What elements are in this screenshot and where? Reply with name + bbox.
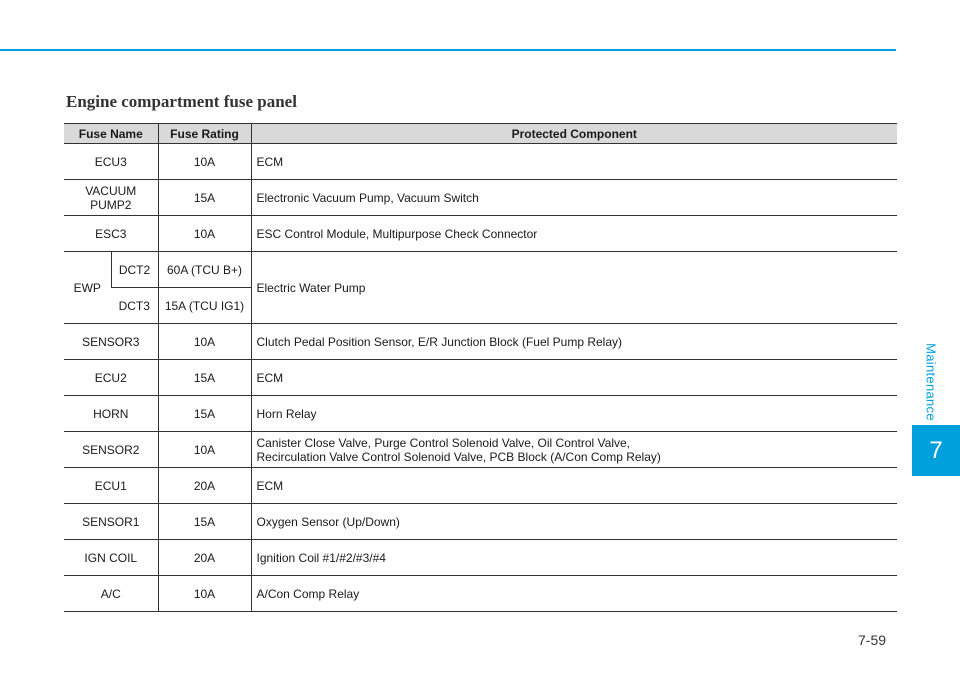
table-row	[64, 180, 897, 216]
fuse-rating-cell: 60A (TCU B+)	[158, 252, 251, 288]
fuse-rating-cell: 15A	[158, 504, 251, 540]
section-title: Engine compartment fuse panel	[66, 92, 297, 111]
header-fuse-rating: Fuse Rating	[158, 124, 251, 144]
component-line: Canister Close Valve, Purge Control Solenoid Valve, Oil Control Valve,	[256, 435, 631, 450]
fuse-name-cell	[64, 180, 158, 216]
protected-component-cell: ECM	[251, 360, 897, 396]
fuse-name-line: VACUUM	[85, 183, 137, 198]
fuse-name-cell: IGN COIL	[64, 540, 158, 576]
fuse-rating-cell: 15A (TCU IG1)	[158, 288, 251, 324]
chapter-number: 7	[929, 436, 943, 464]
fuse-name-cell: ECU3	[64, 144, 158, 180]
fuse-name-cell: ECU2	[64, 360, 158, 396]
table-row	[64, 360, 897, 396]
fuse-rating-cell: 10A	[158, 144, 251, 180]
table-row	[64, 432, 897, 468]
table-row	[64, 576, 897, 612]
header-protected-component: Protected Component	[251, 124, 897, 144]
fuse-subname-cell: DCT2	[111, 252, 158, 288]
fuse-rating-cell: 20A	[158, 540, 251, 576]
fuse-name-cell: A/C	[64, 576, 158, 612]
fuse-rating-cell: 15A	[158, 396, 251, 432]
protected-component-cell	[251, 432, 897, 468]
fuse-name-cell: ESC3	[64, 216, 158, 252]
fuse-name-cell: ECU1	[64, 468, 158, 504]
section-side-label	[916, 337, 946, 427]
fuse-subname-cell: DCT3	[111, 288, 158, 324]
protected-component-cell: Oxygen Sensor (Up/Down)	[251, 504, 897, 540]
section-side-label-text: Maintenance	[923, 343, 939, 421]
table-row	[64, 504, 897, 540]
table-row	[64, 252, 897, 288]
fuse-rating-cell: 15A	[158, 360, 251, 396]
fuse-rating-cell: 20A	[158, 468, 251, 504]
fuse-rating-cell: 10A	[158, 216, 251, 252]
table-row	[64, 216, 897, 252]
fuse-table	[64, 123, 897, 612]
protected-component-cell: Horn Relay	[251, 396, 897, 432]
fuse-name-cell: SENSOR2	[64, 432, 158, 468]
table-row	[64, 468, 897, 504]
fuse-rating-cell: 10A	[158, 324, 251, 360]
fuse-rating-cell: 10A	[158, 576, 251, 612]
protected-component-cell: Electronic Vacuum Pump, Vacuum Switch	[251, 180, 897, 216]
fuse-group-cell: EWP	[64, 252, 111, 324]
protected-component-cell: ECM	[251, 144, 897, 180]
chapter-tab	[912, 425, 960, 476]
protected-component-cell: A/Con Comp Relay	[251, 576, 897, 612]
table-row	[64, 144, 897, 180]
table-row	[64, 396, 897, 432]
fuse-name-line: PUMP2	[90, 197, 132, 212]
protected-component-cell: Electric Water Pump	[251, 252, 897, 324]
protected-component-cell: Clutch Pedal Position Sensor, E/R Junction Block (Fuel Pump Relay)	[251, 324, 897, 360]
fuse-rating-cell: 10A	[158, 432, 251, 468]
fuse-name-cell: SENSOR3	[64, 324, 158, 360]
component-line: Recirculation Valve Control Solenoid Valve, PCB Block (A/Con Comp Relay)	[256, 449, 661, 464]
top-rule	[0, 49, 896, 51]
fuse-rating-cell: 15A	[158, 180, 251, 216]
table-row	[64, 324, 897, 360]
protected-component-cell: Ignition Coil #1/#2/#3/#4	[251, 540, 897, 576]
fuse-name-cell: HORN	[64, 396, 158, 432]
header-fuse-name: Fuse Name	[64, 124, 158, 144]
table-row	[64, 540, 897, 576]
fuse-name-cell: SENSOR1	[64, 504, 158, 540]
table-header-row	[64, 124, 897, 144]
protected-component-cell: ECM	[251, 468, 897, 504]
page-number: 7-59	[858, 632, 887, 648]
protected-component-cell: ESC Control Module, Multipurpose Check Connector	[251, 216, 897, 252]
